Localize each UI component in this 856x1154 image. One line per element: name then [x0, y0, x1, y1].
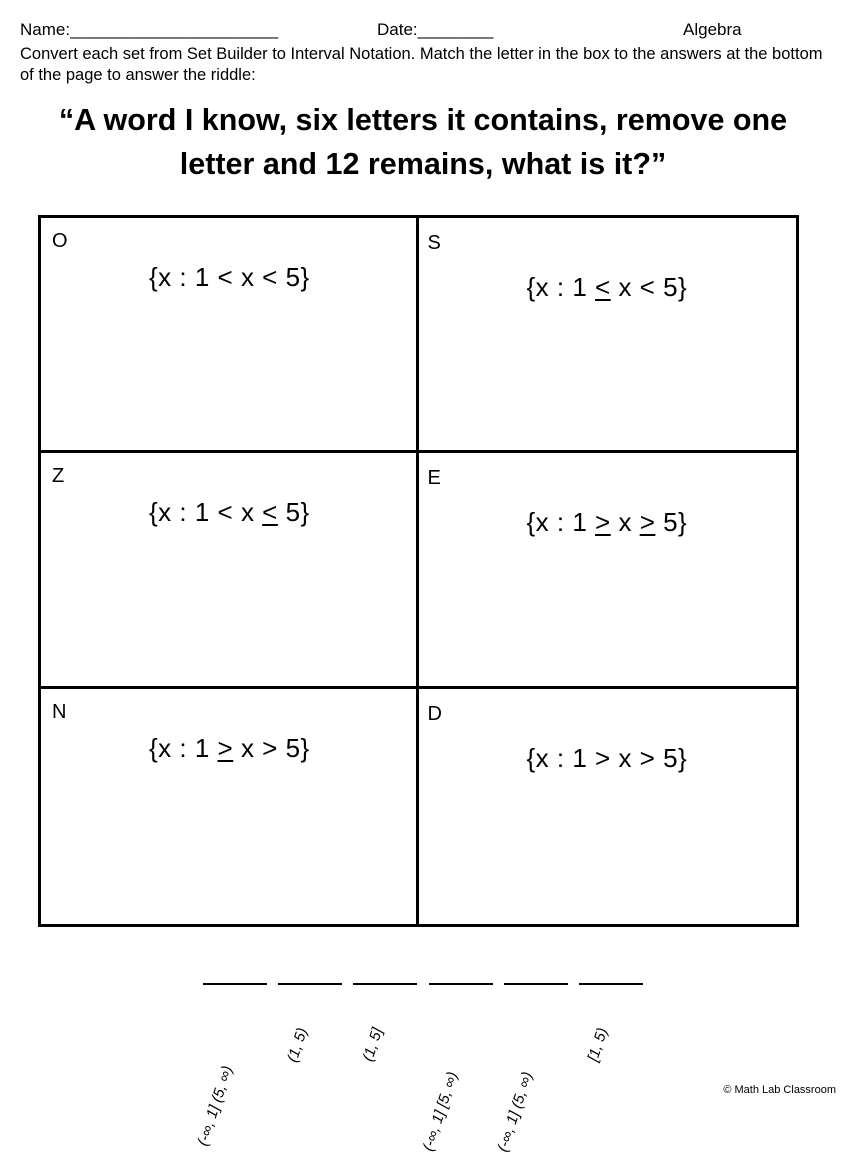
problem-cell-z: [41, 453, 419, 688]
answer-choice: (-∞, 1] [5, ∞): [419, 1069, 461, 1154]
problem-letter: Z: [52, 465, 65, 488]
answer-blank[interactable]: [579, 983, 643, 985]
date-field[interactable]: Date:________: [377, 20, 494, 39]
problem-cell-s: [419, 218, 797, 453]
name-field[interactable]: Name:______________________: [20, 20, 279, 39]
problem-letter: E: [427, 467, 441, 490]
problem-letter: S: [427, 232, 441, 254]
answer-choice: (1, 5]: [359, 1025, 386, 1064]
problem-letter: N: [52, 700, 67, 723]
answer-blank[interactable]: [429, 983, 493, 985]
problem-letter: D: [427, 702, 442, 725]
answer-choice: (-∞, 1] (5, ∞): [494, 1069, 536, 1154]
problem-grid: [38, 215, 799, 927]
course-label: Algebra: [683, 20, 742, 39]
set-builder-expression: {x : 1 > x > 5}: [526, 507, 688, 538]
answer-blank[interactable]: [203, 983, 267, 985]
problem-cell-o: [41, 218, 419, 453]
set-builder-expression: {x : 1 > x > 5}: [149, 732, 310, 763]
answer-blank[interactable]: [278, 983, 342, 985]
answer-blank[interactable]: [504, 983, 568, 985]
copyright-notice: © Math Lab Classroom: [723, 1084, 836, 1096]
instructions: Convert each set from Set Builder to Interval Notation. Match the letter in the box to the answers at the bottom of the page to answer the riddle:: [20, 45, 823, 84]
set-builder-expression: {x : 1 < x < 5}: [149, 497, 310, 528]
set-builder-expression: {x : 1 < x < 5}: [526, 272, 688, 302]
answer-blank[interactable]: [353, 983, 417, 985]
set-builder-expression: {x : 1 > x > 5}: [526, 742, 688, 773]
riddle: “A word I know, six letters it contains, remove one letter and 12 remains, what is it?”: [58, 103, 788, 181]
problem-cell-d: [419, 689, 797, 924]
problem-cell-e: [419, 453, 797, 688]
answer-choice: (-∞, 1] (5, ∞): [194, 1063, 236, 1148]
answer-choice: [1, 5): [584, 1025, 611, 1064]
problem-cell-n: [41, 689, 419, 924]
problem-letter: O: [52, 230, 68, 252]
answer-choice: (1, 5): [284, 1025, 311, 1065]
set-builder-expression: {x : 1 < x < 5}: [149, 262, 310, 292]
